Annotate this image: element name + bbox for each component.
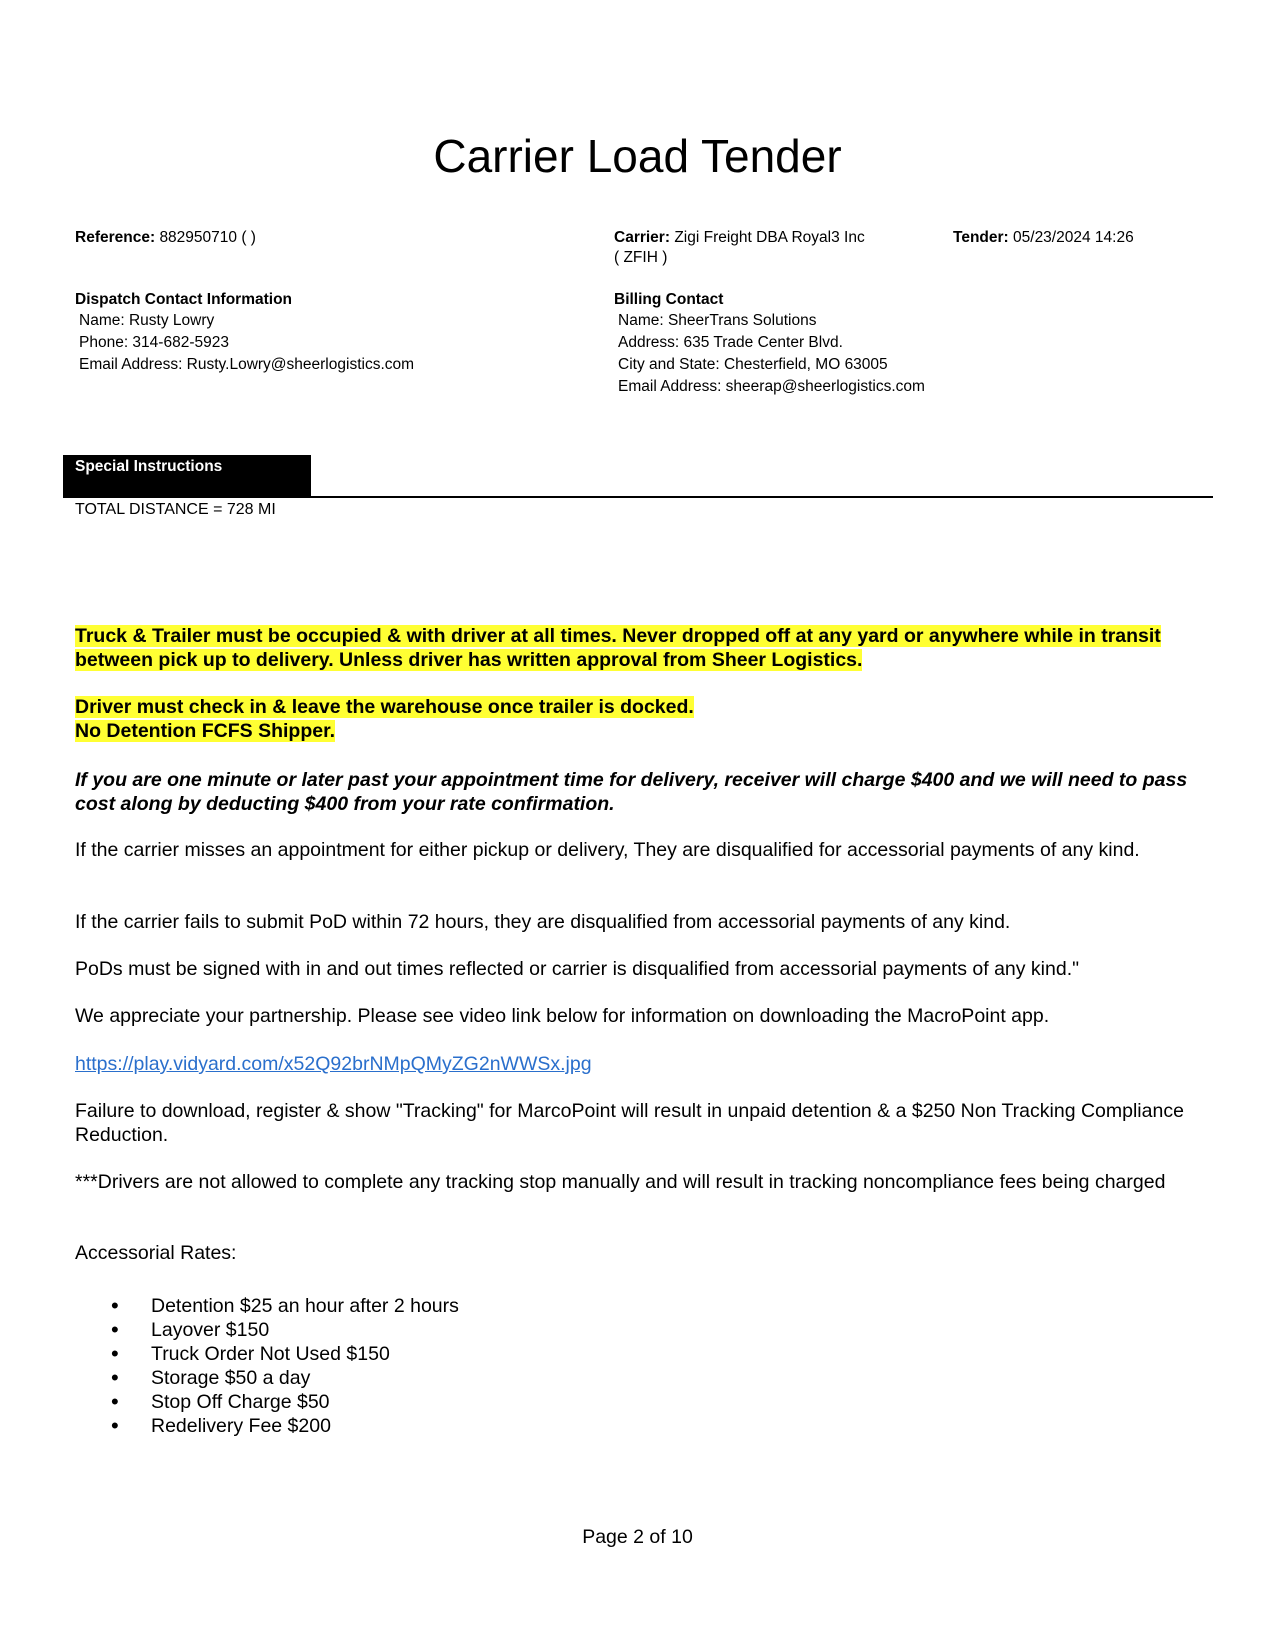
dispatch-contact-name: Name: Rusty Lowry (79, 312, 215, 329)
check-in-text: Driver must check in & leave the warehouse once trailer is docked. (75, 696, 694, 718)
accessorial-rates-heading: Accessorial Rates: (75, 1242, 237, 1264)
dispatch-contact-email: Email Address: Rusty.Lowry@sheerlogistics.com (79, 356, 415, 373)
billing-address-value: 635 Trade Center Blvd. (683, 334, 843, 351)
total-distance: TOTAL DISTANCE = 728 MI (75, 501, 276, 518)
pod-signed-paragraph: PoDs must be signed with in and out times reflected or carrier is disqualified from accessorial payments of any kind." (75, 958, 1080, 980)
check-in-notice (75, 695, 1205, 743)
list-item: • Redelivery Fee $200 (75, 1414, 459, 1438)
billing-contact-email: Email Address: sheerap@sheerlogistics.com (618, 378, 925, 395)
section-divider (63, 496, 1213, 498)
billing-contact-city-state: City and State: Chesterfield, MO 63005 (618, 356, 888, 373)
pod-72-hours-paragraph: If the carrier fails to submit PoD within 72 hours, they are disqualified from accessorial payments of any kind. (75, 911, 1011, 933)
carrier-field (614, 228, 914, 268)
billing-name-value: SheerTrans Solutions (667, 312, 817, 329)
dispatch-contact-heading: Dispatch Contact Information (75, 291, 293, 308)
reference-field (75, 228, 256, 248)
tender-field (953, 228, 1134, 248)
occupied-trailer-text: Truck & Trailer must be occupied & with driver at all times. Never dropped off at any yard or anywhere while in transit between pick up to delivery. Unless driver has written approval from Sheer Logistics. (75, 625, 1161, 671)
tender-value: 05/23/2024 14:26 (1013, 229, 1134, 246)
reference-value: 882950710 ( ) (159, 229, 256, 246)
special-instructions-heading: Special Instructions (63, 455, 311, 497)
list-item: • Truck Order Not Used $150 (75, 1342, 459, 1366)
carrier-label: Carrier: (614, 229, 670, 246)
dispatch-contact (75, 290, 414, 376)
reference-label: Reference: (75, 229, 156, 246)
billing-address-label: Address: (618, 334, 680, 351)
page-title: Carrier Load Tender (433, 130, 842, 182)
billing-contact-address (614, 332, 925, 354)
list-item: • Detention $25 an hour after 2 hours (75, 1294, 459, 1318)
list-item: • Storage $50 a day (75, 1366, 459, 1390)
missed-appointment-paragraph: If the carrier misses an appointment for either pickup or delivery, They are disqualified for accessorial payments of any kind. (75, 839, 1140, 861)
billing-contact-name (614, 310, 925, 332)
occupied-trailer-notice (75, 624, 1205, 672)
no-detention-text: No Detention FCFS Shipper. (75, 720, 336, 742)
tender-label: Tender: (953, 229, 1009, 246)
list-item: • Stop Off Charge $50 (75, 1390, 459, 1414)
partnership-paragraph: We appreciate your partnership. Please see video link below for information on downloading the MacroPoint app. (75, 1005, 1050, 1027)
macropoint-video-link[interactable]: https://play.vidyard.com/x52Q92brNMpQMyZG2nWWSx.jpg (75, 1053, 592, 1075)
tracking-paragraph: Failure to download, register & show "Tracking" for MarcoPoint will result in unpaid detention & a $250 Non Tracking Compliance Reduction. (75, 1100, 1184, 1146)
carrier-value: Zigi Freight DBA Royal3 Inc (674, 229, 865, 246)
video-link-line (75, 1052, 1205, 1076)
billing-name-label: Name: (618, 312, 664, 329)
manual-tracking-paragraph: ***Drivers are not allowed to complete any tracking stop manually and will result in tracking noncompliance fees being charged (75, 1171, 1166, 1193)
list-item: • Layover $150 (75, 1318, 459, 1342)
page-number: Page 2 of 10 (582, 1526, 693, 1548)
carrier-code: ( ZFIH ) (614, 249, 668, 266)
accessorial-rates-list (75, 1294, 459, 1438)
billing-contact (614, 290, 925, 398)
late-appointment-warning: If you are one minute or later past your appointment time for delivery, receiver will charge $400 and we will need to pass cost along by deducting $400 from your rate confirmation. (75, 769, 1188, 815)
dispatch-contact-phone: Phone: 314-682-5923 (79, 334, 229, 351)
billing-contact-heading: Billing Contact (614, 291, 724, 308)
